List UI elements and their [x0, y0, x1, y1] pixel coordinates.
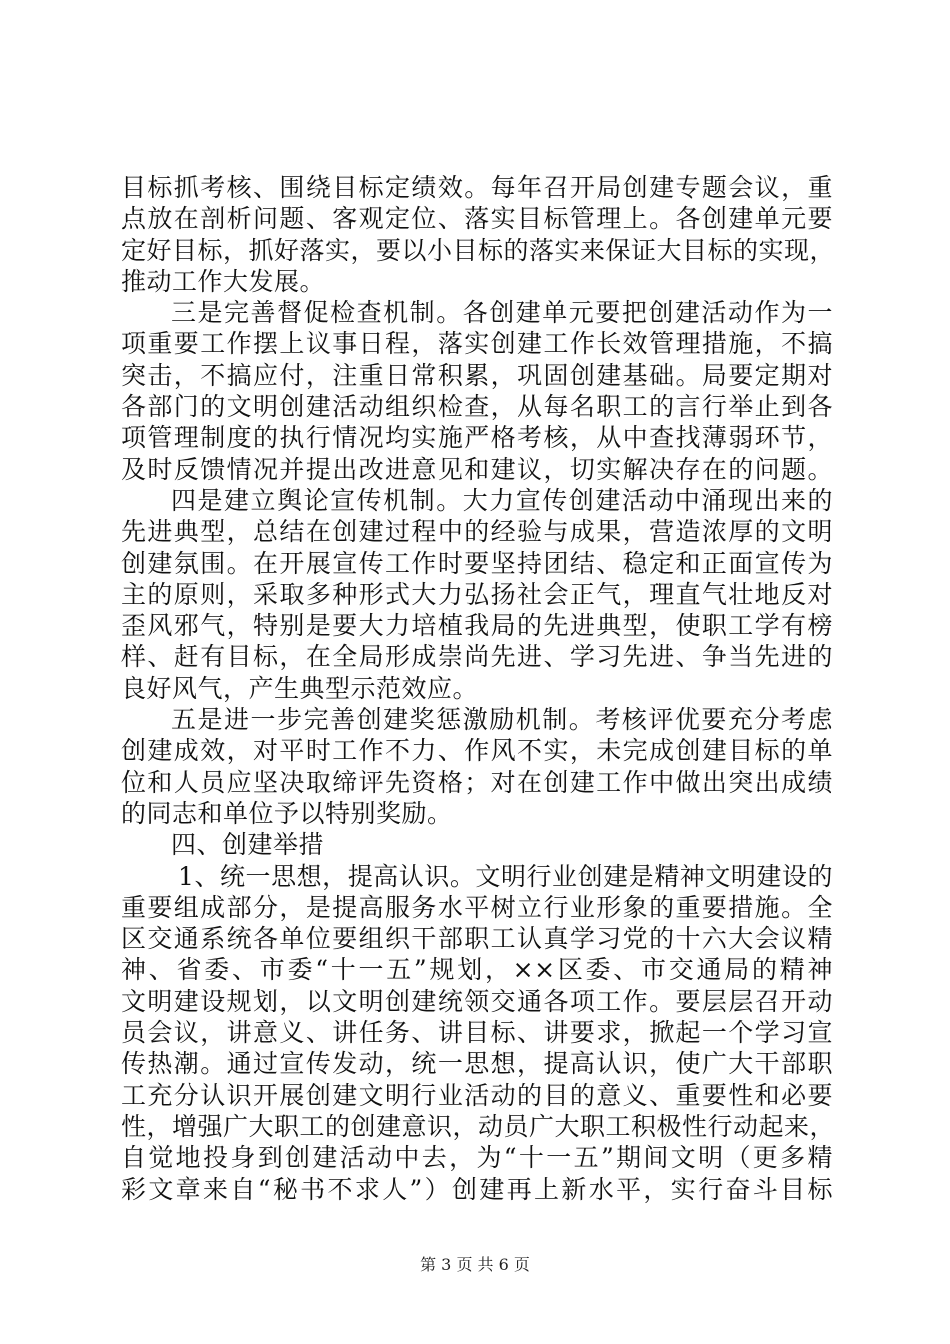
section-heading: 四、创建举措	[171, 830, 325, 860]
text-line: 歪风邪气，特别是要大力培植我局的先进典型，使职工学有榜	[121, 611, 833, 641]
text-line: 突击，不搞应付，注重日常积累，巩固创建基础。局要定期对	[121, 360, 833, 390]
text-line: 区交通系统各单位要组织干部职工认真学习党的十六大会议精	[121, 924, 833, 954]
text-line: 重要组成部分，是提高服务水平树立行业形象的重要措施。全	[121, 892, 833, 922]
text-line: 样、赶有目标，在全局形成崇尚先进、学习先进、争当先进的	[121, 642, 833, 672]
text-line: 创建氛围。在开展宣传工作时要坚持团结、稳定和正面宣传为	[121, 548, 833, 578]
text-line: 良好风气，产生典型示范效应。	[121, 673, 479, 703]
text-line: 四是建立舆论宣传机制。大力宣传创建活动中涌现出来的	[171, 485, 833, 515]
text-line: 定好目标，抓好落实，要以小目标的落实来保证大目标的实现，	[121, 235, 836, 265]
body-text	[121, 172, 836, 1205]
text-line: 位和人员应坚决取缔评先资格；对在创建工作中做出突出成绩	[121, 767, 833, 797]
text-line: 的同志和单位予以特别奖励。	[121, 798, 453, 828]
text-line: 性，增强广大职工的创建意识，动员广大职工积极性行动起来，	[121, 1111, 836, 1141]
text-line: 彩文章来自“秘书不求人”）创建再上新水平，实行奋斗目标	[121, 1174, 833, 1204]
text-line: 神、省委、市委“十一五”规划，××区委、市交通局的精神	[121, 955, 833, 985]
text-line: 主的原则，采取多种形式大力弘扬社会正气，理直气壮地反对	[121, 579, 833, 609]
text-line: 传热潮。通过宣传发动，统一思想，提高认识，使广大干部职	[121, 1049, 833, 1079]
text-line: 项重要工作摆上议事日程，落实创建工作长效管理措施，不搞	[121, 329, 833, 359]
text-line: 1、统一思想，提高认识。文明行业创建是精神文明建设的	[178, 861, 833, 891]
text-line: 项管理制度的执行情况均实施严格考核，从中查找薄弱环节，	[121, 423, 833, 453]
text-line: 点放在剖析问题、客观定位、落实目标管理上。各创建单元要	[121, 204, 833, 234]
text-line: 文明建设规划，以文明创建统领交通各项工作。要层层召开动	[121, 986, 833, 1016]
text-line: 五是进一步完善创建奖惩激励机制。考核评优要充分考虑	[171, 705, 833, 735]
page-number-footer: 第 3 页 共 6 页	[420, 1255, 530, 1274]
text-line: 工充分认识开展创建文明行业活动的目的意义、重要性和必要	[121, 1080, 833, 1110]
text-line: 推动工作大发展。	[121, 266, 326, 296]
text-line: 目标抓考核、围绕目标定绩效。每年召开局创建专题会议，重	[121, 173, 833, 202]
text-line: 三是完善督促检查机制。各创建单元要把创建活动作为一	[171, 298, 833, 328]
text-line: 各部门的文明创建活动组织检查，从每名职工的言行举止到各	[121, 392, 833, 422]
text-line: 员会议，讲意义、讲任务、讲目标、讲要求，掀起一个学习宣	[121, 1018, 833, 1048]
text-line: 创建成效，对平时工作不力、作风不实，未完成创建目标的单	[121, 736, 833, 766]
text-line: 及时反馈情况并提出改进意见和建议，切实解决存在的问题。	[121, 454, 833, 484]
text-line: 先进典型，总结在创建过程中的经验与成果，营造浓厚的文明	[121, 517, 833, 547]
text-line: 自觉地投身到创建活动中去，为“十一五”期间文明（更多精	[121, 1143, 833, 1173]
